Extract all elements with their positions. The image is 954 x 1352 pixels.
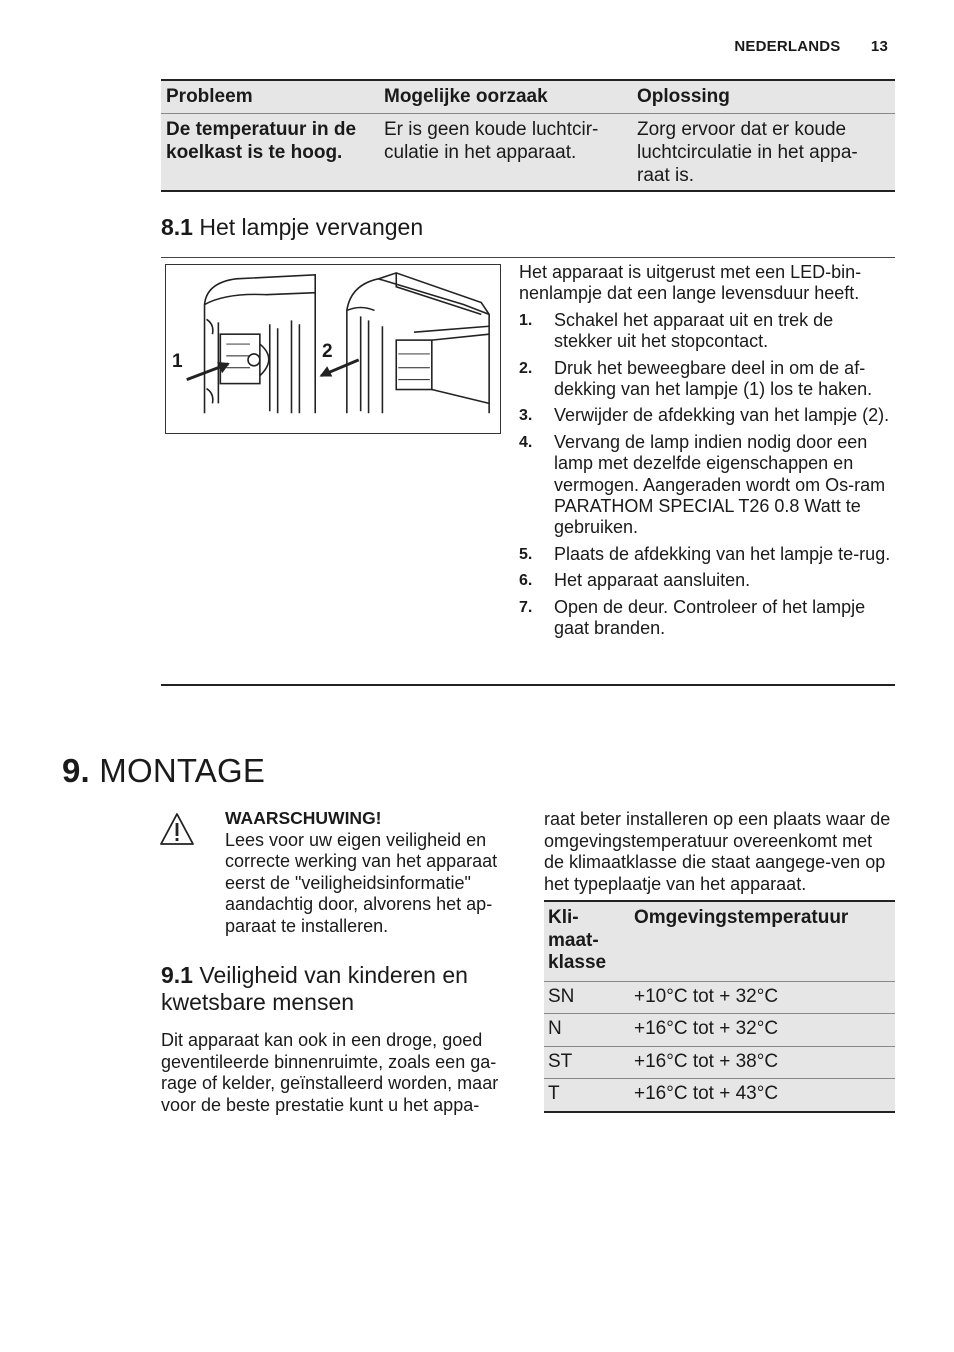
section-title: Veiligheid van kinderen en kwetsbare mensen (161, 962, 468, 1015)
chapter-heading-9 (62, 752, 265, 790)
table-row (544, 1014, 895, 1047)
table-row (161, 114, 895, 192)
class-cell: N (544, 1014, 630, 1047)
problem-cell: De temperatuur in de koelkast is te hoog. (161, 114, 379, 192)
step-text: Schakel het apparaat uit en trek de stekker uit het stopcontact. (554, 309, 834, 352)
section-9-1-paragraph-continued: raat beter installeren op een plaats waar de omgevingstemperatuur overeenkomt met de klimaatklasse die staat aangege-ven op het typeplaatje van het apparaat. (544, 809, 891, 894)
header-language: NEDERLANDS (734, 38, 841, 55)
temperature-cell: +16°C tot + 38°C (630, 1046, 895, 1079)
step-text: Verwijder de afdekking van het lampje (2). (554, 405, 890, 426)
list-item (519, 405, 891, 426)
instructions-intro: Het apparaat is uitgerust met een LED-bin-nenlampje dat een lange levensduur heeft. (519, 262, 862, 304)
list-item (519, 358, 891, 401)
step-text: Open de deur. Controleer of het lampje gaat branden. (554, 596, 866, 639)
step-text: Het apparaat aansluiten. (554, 570, 751, 591)
step-number: 6. (519, 572, 533, 590)
step-number: 7. (519, 598, 533, 616)
table-row (544, 1046, 895, 1079)
class-cell: T (544, 1079, 630, 1112)
list-item (519, 597, 891, 640)
step-text: Druk het beweegbare deel in om de af-dekking van het lampje (1) los te haken. (554, 357, 873, 400)
section-title: Het lampje vervangen (199, 214, 424, 240)
step-number: 2. (519, 359, 533, 377)
column-header-line: Kli- (548, 907, 579, 928)
table-header-row (161, 80, 895, 114)
page-number: 13 (870, 38, 888, 55)
temperature-cell: +16°C tot + 32°C (630, 1014, 895, 1047)
step-number: 5. (519, 545, 533, 563)
step-number: 1. (519, 311, 533, 329)
column-header: Mogelijke oorzaak (379, 80, 632, 114)
class-cell: SN (544, 981, 630, 1014)
warning-text: Lees voor uw eigen veiligheid en correcte werking van het apparaat eerst de "veiligheidsinformatie" aandachtig door, alvorens het ap-paraat te installeren. (225, 829, 498, 936)
figure-label-1: 1 (172, 351, 183, 372)
step-number: 3. (519, 407, 533, 425)
temperature-cell: +16°C tot + 43°C (630, 1079, 895, 1112)
section-heading-9-1 (161, 962, 521, 1016)
section-number: 8.1 (161, 214, 193, 240)
page-header (734, 38, 888, 55)
step-number: 4. (519, 433, 533, 451)
column-header: Omgevingstemperatuur (630, 901, 895, 981)
warning-block (225, 808, 517, 937)
lamp-instructions (519, 262, 891, 645)
list-item (519, 570, 891, 591)
column-header (544, 901, 630, 981)
table-header-row (544, 901, 895, 981)
section-divider (161, 684, 895, 686)
troubleshooting-table (161, 79, 895, 192)
section-9-1-paragraph: Dit apparaat kan ook in een droge, goed geventileerde binnenruimte, zoals een ga-rage of kelder, geïnstalleerd worden, maar voor de beste prestatie kunt u het appa- (161, 1030, 499, 1115)
cause-cell: Er is geen koude luchtcir-culatie in het apparaat. (379, 114, 632, 192)
lamp-replacement-illustration (165, 264, 501, 434)
column-header-line: klasse (548, 952, 607, 973)
warning-triangle-icon (159, 812, 195, 846)
section-number: 9.1 (161, 962, 193, 988)
warning-title: WAARSCHUWING! (225, 808, 382, 828)
table-row (544, 1079, 895, 1112)
step-text: Plaats de afdekking van het lampje te-rug. (554, 543, 891, 564)
table-row (544, 981, 895, 1014)
solution-cell: Zorg ervoor dat er koude luchtcirculatie in het appa-raat is. (632, 114, 895, 192)
temperature-cell: +10°C tot + 32°C (630, 981, 895, 1014)
chapter-title: MONTAGE (99, 752, 266, 789)
column-header-line: maat- (548, 929, 599, 951)
figure-label-2: 2 (322, 341, 333, 362)
climate-class-table (544, 900, 895, 1113)
section-divider (161, 257, 895, 258)
chapter-number: 9. (62, 752, 90, 789)
section-heading-8-1 (161, 214, 423, 241)
column-header: Oplossing (632, 80, 895, 114)
column-header: Probleem (161, 80, 379, 114)
list-item (519, 544, 891, 565)
step-text: Vervang de lamp indien nodig door een lamp met dezelfde eigenschappen en vermogen. Aangeraden wordt om Os-ram PARATHOM SPECIAL T26 0.8 Watt te gebruiken. (554, 431, 886, 538)
list-item (519, 432, 891, 539)
list-item (519, 310, 891, 353)
steps-list (519, 310, 891, 640)
class-cell: ST (544, 1046, 630, 1079)
